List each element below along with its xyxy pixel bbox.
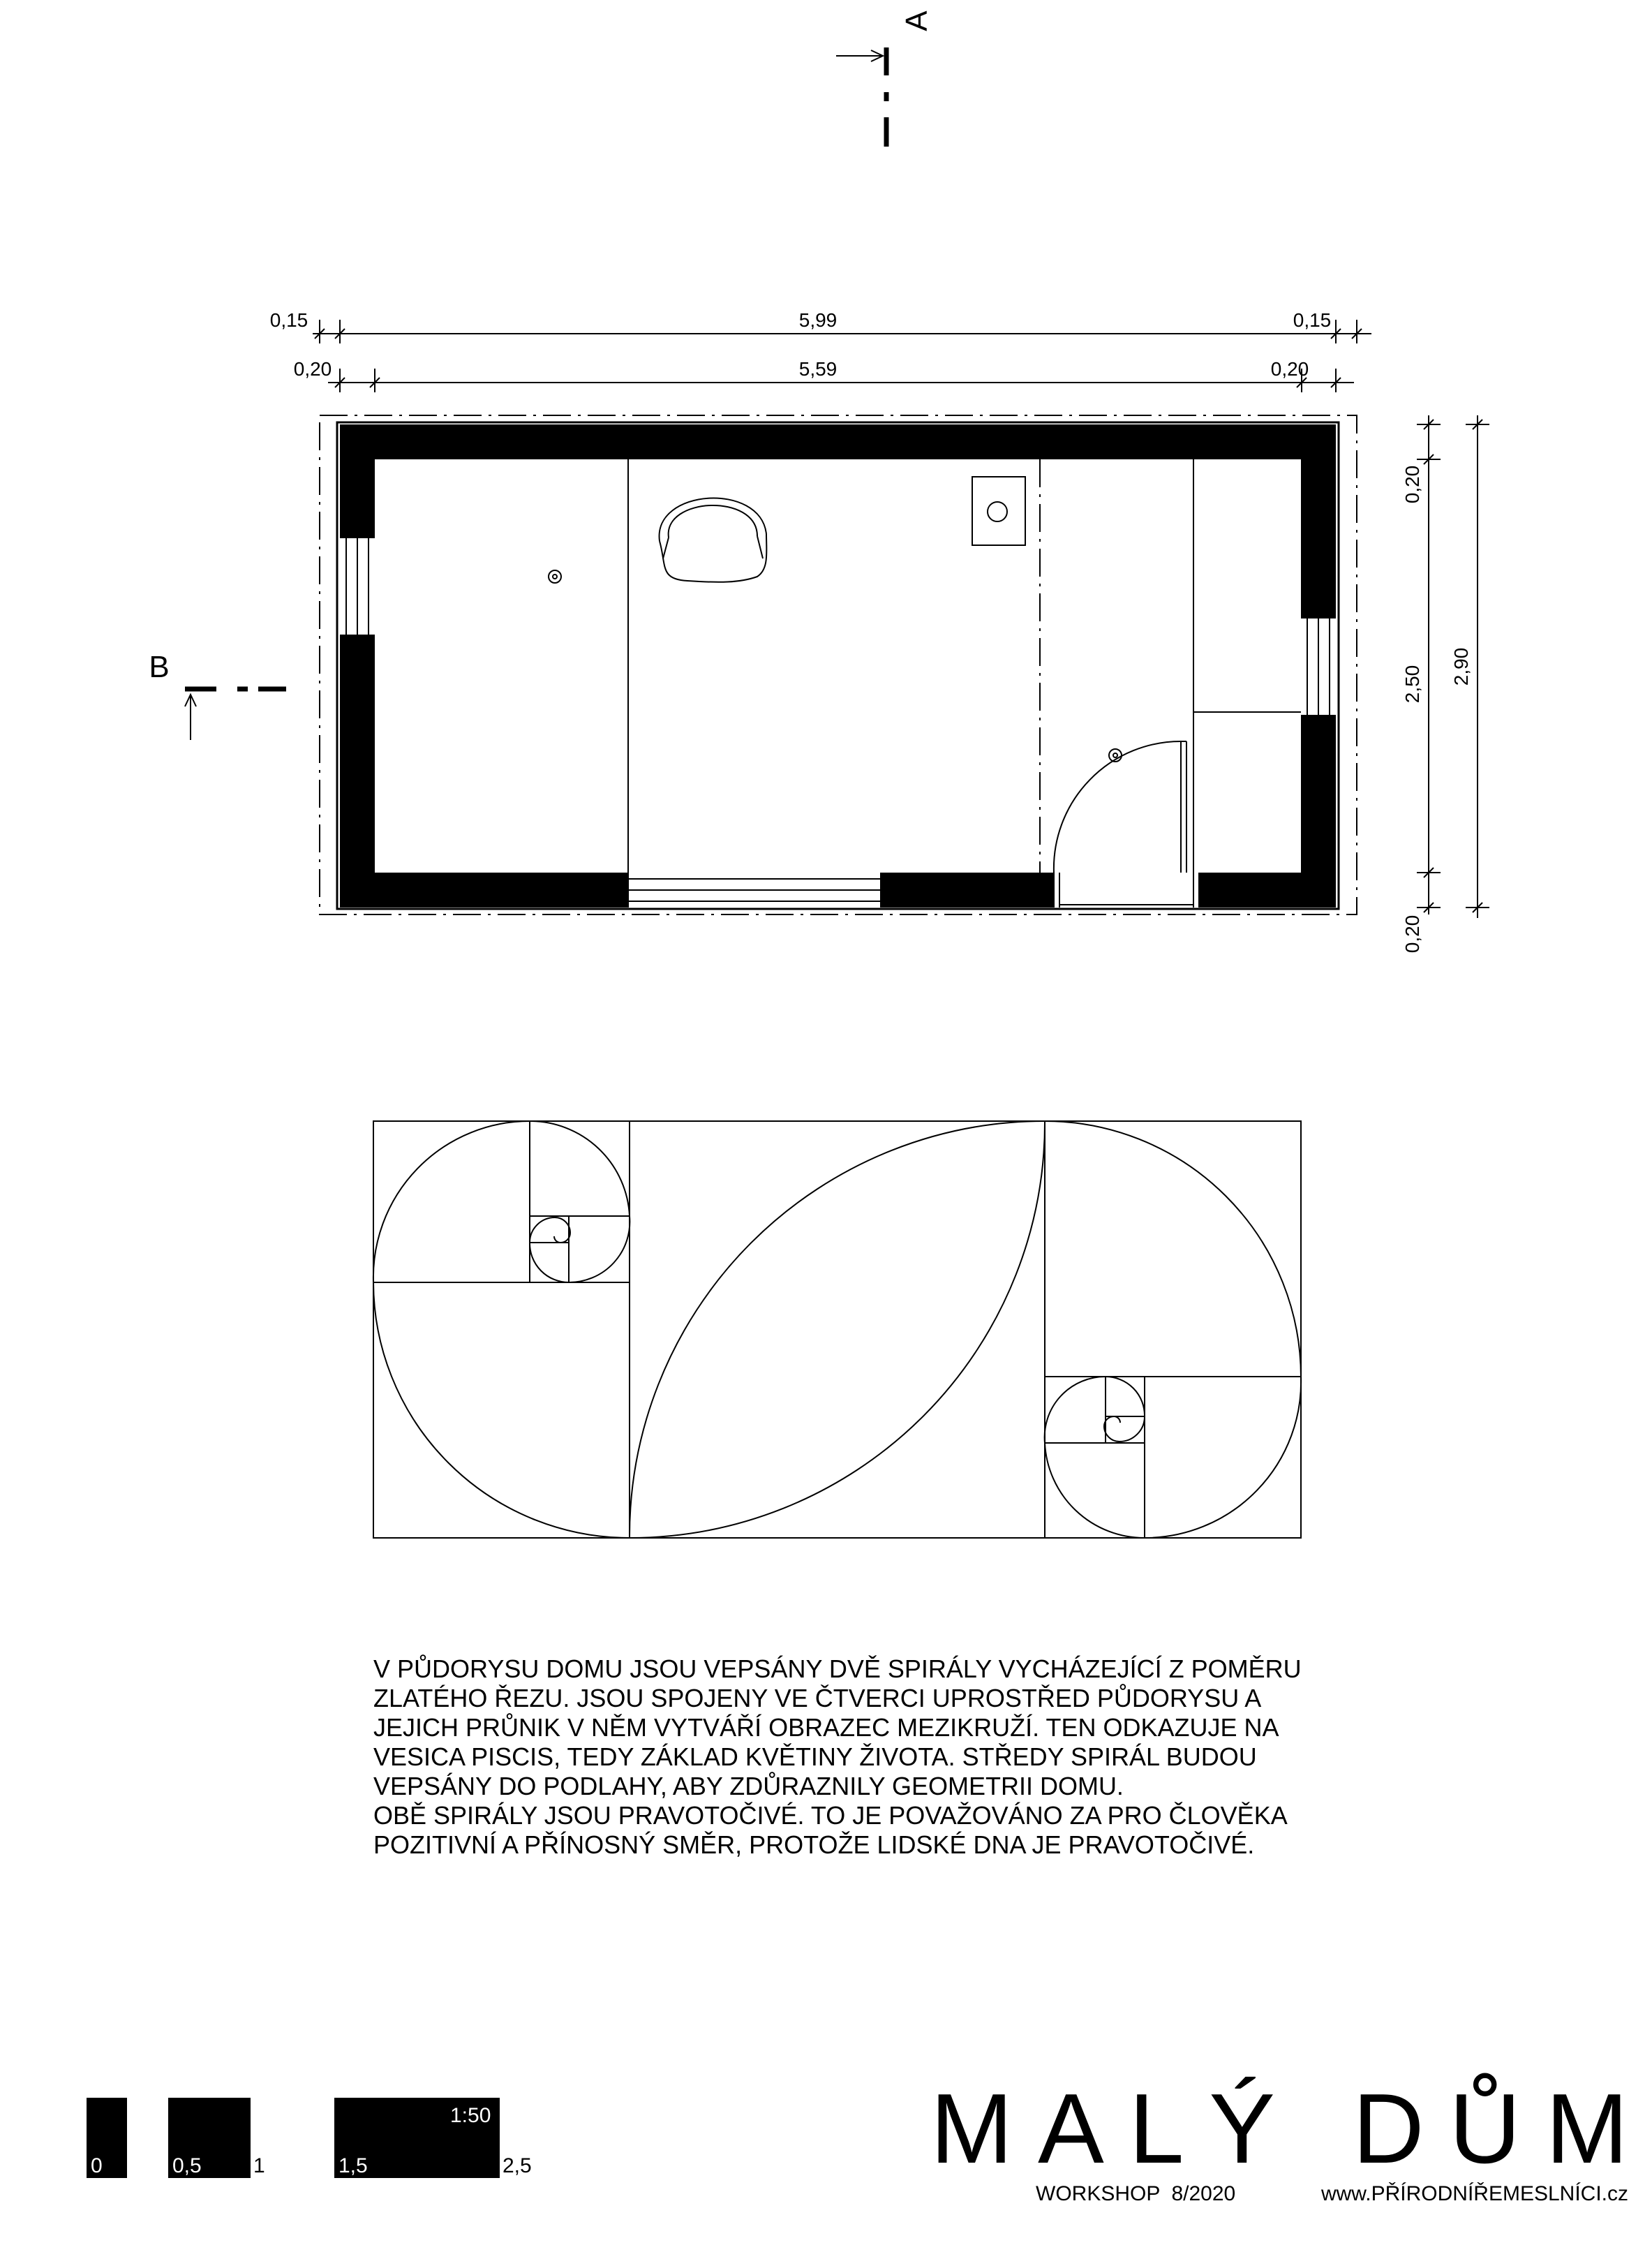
wall-right-upper xyxy=(1301,424,1336,618)
door-swing xyxy=(1054,741,1186,873)
scale-label-1: 1 xyxy=(253,2154,265,2177)
dim-top2-right: 0,20 xyxy=(1270,358,1309,380)
scale-ratio: 1:50 xyxy=(450,2104,491,2127)
wall-bottom-left xyxy=(340,873,628,908)
vesica-arc-right xyxy=(630,1121,1045,1538)
section-label-a: A xyxy=(900,10,934,31)
workshop-label: WORKSHOP 8/2020 xyxy=(1036,2182,1236,2205)
description-line: V PŮDORYSU DOMU JSOU VEPSÁNY DVĚ SPIRÁLY VYCHÁZEJÍCÍ Z POMĚRU xyxy=(373,1654,1302,1683)
dimension-top-row2 xyxy=(328,369,1354,392)
dim-right-top: 0,20 xyxy=(1401,465,1423,504)
section-mark-a xyxy=(836,10,934,147)
right-spiral xyxy=(1045,1121,1301,1538)
description-line: POZITIVNÍ A PŘÍNOSNÝ SMĚR, PROTOŽE LIDSKÉ DNA JE PRAVOTOČIVÉ. xyxy=(373,1830,1255,1859)
sink-icon xyxy=(972,477,1025,545)
dim-right-middle: 2,50 xyxy=(1401,665,1423,704)
scale-label-0-5: 0,5 xyxy=(172,2154,202,2177)
scale-bar xyxy=(87,2098,532,2178)
scale-label-2-5: 2,5 xyxy=(503,2154,532,2177)
section-mark-b xyxy=(149,650,286,740)
description-line: OBĚ SPIRÁLY JSOU PRAVOTOČIVÉ. TO JE POVAŽOVÁNO ZA PRO ČLOVĚKA xyxy=(373,1801,1288,1830)
dim-right-outer: 2,90 xyxy=(1450,647,1472,686)
dim-top1-left: 0,15 xyxy=(269,309,308,331)
dim-top1-right: 0,15 xyxy=(1293,309,1332,331)
door-frame xyxy=(1054,873,1199,908)
title: MALÝ DŮM xyxy=(930,2073,1628,2184)
wall-bottom-mid xyxy=(881,873,1054,908)
description xyxy=(373,1654,1420,1860)
description-line: VEPSÁNY DO PODLAHY, ABY ZDŮRAZNILY GEOMETRII DOMU. xyxy=(373,1772,1124,1800)
left-spiral xyxy=(373,1121,630,1538)
description-line: VESICA PISCIS, TEDY ZÁKLAD KVĚTINY ŽIVOTA. STŘEDY SPIRÁL BUDOU xyxy=(373,1742,1257,1771)
description-line: JEJICH PRŮNIK V NĚM VYTVÁŘÍ OBRAZEC MEZIKRUŽÍ. TEN ODKAZUJE NA xyxy=(373,1713,1279,1742)
wall-left-upper xyxy=(340,424,375,538)
armchair-icon xyxy=(660,498,767,582)
window-left xyxy=(340,538,375,635)
wall-top xyxy=(340,424,1336,459)
spiral-frame xyxy=(373,1121,1301,1538)
wall-bottom-right xyxy=(1199,873,1336,908)
website: www.PŘÍRODNÍŘEMESLNÍCI.cz xyxy=(1320,2182,1628,2205)
floor-marker-left xyxy=(549,570,561,583)
scale-label-1-5: 1,5 xyxy=(338,2154,368,2177)
dim-top1-middle: 5,99 xyxy=(798,309,838,331)
wall-left-lower xyxy=(340,635,375,908)
dim-top2-left: 0,20 xyxy=(293,358,332,380)
section-label-b: B xyxy=(149,650,170,684)
right-spiral-grid xyxy=(1045,1377,1301,1538)
vesica-arc-left xyxy=(630,1121,1045,1538)
dim-top2-middle: 5,59 xyxy=(798,358,838,380)
left-spiral-grid xyxy=(373,1121,630,1282)
floor-plan xyxy=(320,415,1357,914)
dim-right-bottom: 0,20 xyxy=(1401,914,1423,954)
window-bottom xyxy=(628,873,881,908)
window-right xyxy=(1301,618,1336,716)
golden-spiral-diagram xyxy=(373,1121,1301,1538)
dimension-top-row1 xyxy=(313,320,1371,343)
scale-label-0: 0 xyxy=(91,2154,103,2177)
description-line: ZLATÉHO ŘEZU. JSOU SPOJENY VE ČTVERCI UPROSTŘED PŮDORYSU A xyxy=(373,1684,1262,1712)
